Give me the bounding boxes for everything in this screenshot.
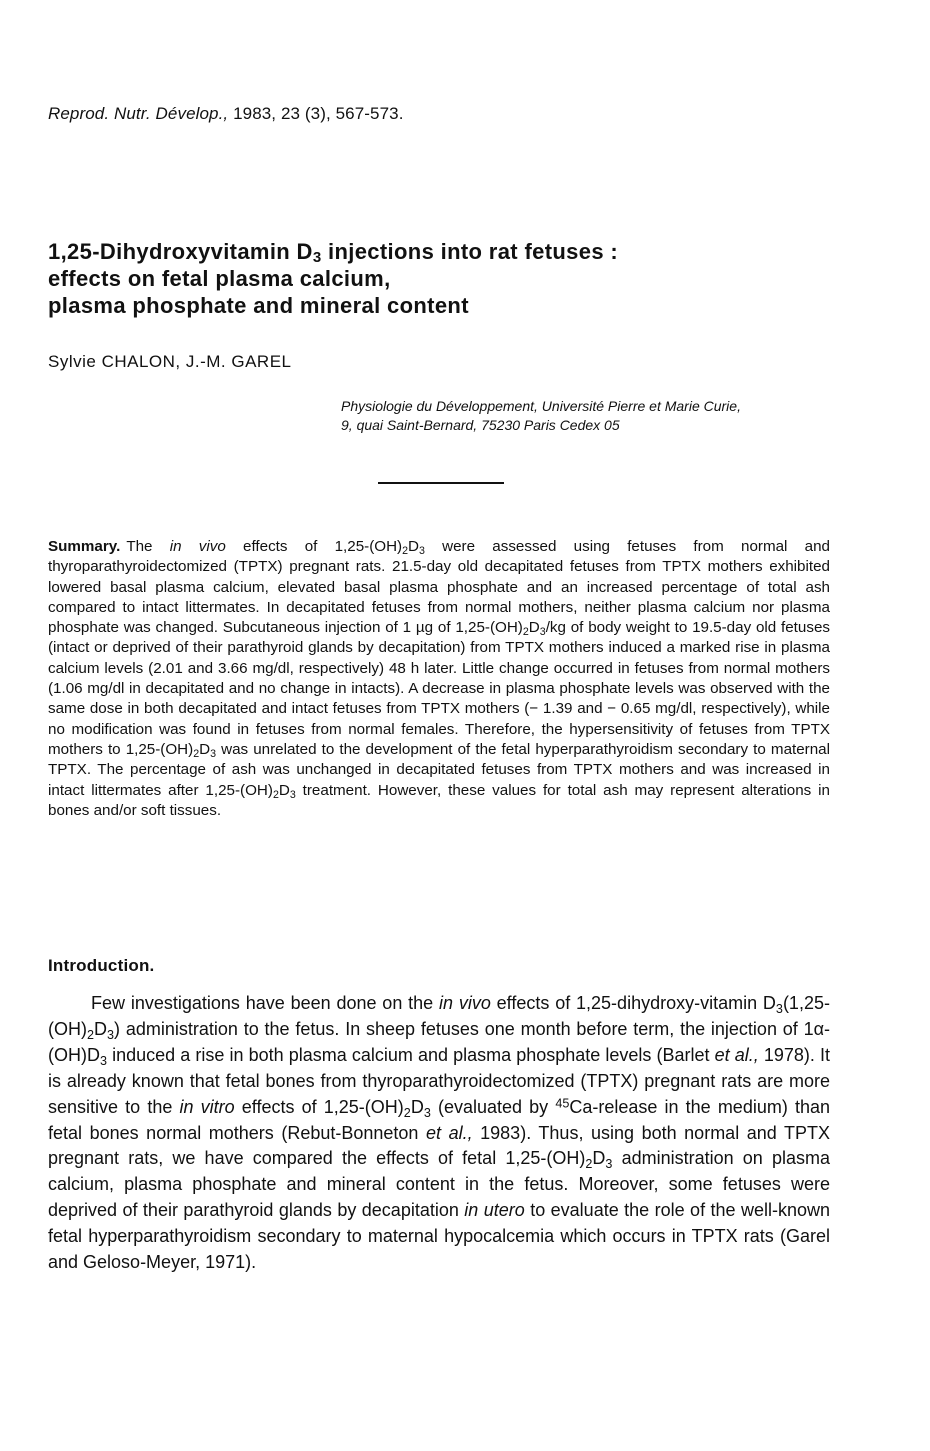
intro-subscript: 3 bbox=[100, 1053, 108, 1068]
summary-text: were assessed using fetuses from normal and thyroparathyroidectomized (TPTX) pregnant rats. 21.5-day old decapitated fetuses from TPTX mothers exhibited lowered basal plasma calcium, elevated basal plasma phosphate and an increased percentage of total ash compared to intact littermates. In decapitated fetuses from normal mothers, neither plasma calcium nor plasma phosphate was changed. Subcutaneous injection of 1 µg of 1,25-(OH) bbox=[48, 538, 830, 637]
intro-italic: et al., bbox=[426, 1122, 473, 1143]
title-line-1 bbox=[48, 238, 828, 265]
summary-subscript: 3 bbox=[539, 626, 546, 639]
summary-text: /kg of body weight to 19.5-day old fetuses (intact or deprived of their parathyroid glands by decapitation) from TPTX mothers induced a marked rise in plasma calcium levels (2.01 and 3.66 mg/dl, respectively) 48 h later. Little change occurred in fetuses from normal mothers (1.06 mg/dl in decapitated and no change in intacts). A decrease in plasma phosphate levels was observed with the same dose in both decapitated and intact fetuses from TPTX mothers (− 1.39 and − 0.65 mg/dl, respectively), while no modification was found in fetuses from normal females. Therefore, the hypersensitivity of fetuses from TPTX mothers to 1,25-(OH) bbox=[48, 619, 830, 758]
intro-text: to evaluate the role of the well-known fetal hyperparathyroidism secondary to maternal hypocalcemia which occurs in TPTX rats (Garel and Geloso-Meyer, 1971). bbox=[48, 1200, 830, 1273]
title-text: injections into rat fetuses : bbox=[321, 239, 619, 264]
intro-subscript: 2 bbox=[87, 1027, 95, 1042]
intro-text: Ca-release in the medium) than fetal bones normal mothers (Rebut-Bonneton bbox=[48, 1096, 831, 1143]
summary-text: was unrelated to the development of the fetal hyperparathyroidism secondary to maternal TPTX. The percentage of ash was unchanged in decapitated fetuses from TPTX mothers and was increased in intact littermates after 1,25-(OH) bbox=[48, 740, 831, 799]
summary-subscript: 2 bbox=[522, 626, 529, 639]
intro-italic: in vitro bbox=[179, 1096, 235, 1117]
affiliation-line-1: Physiologie du Développement, Université Pierre et Marie Curie, bbox=[341, 398, 741, 414]
summary-subscript: 3 bbox=[419, 545, 425, 558]
title-line-2: effects on fetal plasma calcium, bbox=[48, 266, 391, 291]
summary-text: D bbox=[528, 619, 540, 637]
intro-text: Few investigations have been done on the bbox=[91, 993, 439, 1013]
intro-text: D bbox=[410, 1096, 424, 1117]
summary-text: D bbox=[408, 538, 419, 555]
intro-subscript: 3 bbox=[605, 1157, 613, 1172]
title-line-3: plasma phosphate and mineral content bbox=[48, 293, 469, 318]
summary-paragraph bbox=[48, 537, 830, 821]
summary-text: D bbox=[199, 740, 211, 758]
summary-subscript: 3 bbox=[289, 788, 296, 801]
intro-subscript: 3 bbox=[775, 1001, 783, 1016]
summary-subscript: 3 bbox=[210, 748, 217, 761]
summary-subscript: 2 bbox=[402, 545, 409, 558]
intro-italic: in vivo bbox=[439, 993, 491, 1013]
summary-text: treatment. However, these values for total ash may represent alterations in bones and/or soft tissues. bbox=[48, 781, 830, 819]
article-title bbox=[48, 238, 828, 319]
authors: Sylvie CHALON, J.-M. GAREL bbox=[48, 352, 292, 371]
intro-text: effects of 1,25-(OH) bbox=[234, 1096, 404, 1117]
intro-italic: in utero bbox=[464, 1200, 525, 1221]
summary-subscript: 2 bbox=[193, 748, 200, 761]
intro-subscript: 2 bbox=[403, 1105, 411, 1120]
summary-subscript: 2 bbox=[272, 788, 279, 801]
journal-reference bbox=[48, 104, 404, 124]
intro-superscript: 45 bbox=[555, 1095, 570, 1110]
summary-italic: in vivo bbox=[169, 538, 226, 555]
summary-text: effects of 1,25-(OH) bbox=[225, 538, 403, 555]
title-text: 1,25-Dihydroxyvitamin D bbox=[48, 239, 313, 264]
intro-text: ) administration to the fetus. In sheep fetuses one month before term, the injection of 1α-(OH)D bbox=[48, 1018, 830, 1065]
title-subscript: 3 bbox=[312, 249, 322, 266]
introduction-paragraph bbox=[48, 991, 830, 1276]
intro-text: induced a rise in both plasma calcium and plasma phosphate levels (Barlet bbox=[107, 1044, 715, 1065]
journal-citation: 1983, 23 (3), 567-573. bbox=[228, 104, 404, 123]
intro-text: administration on plasma calcium, plasma phosphate and mineral content in the fetus. Moreover, some fetuses were deprived of their parathyroid glands by decapitation bbox=[48, 1148, 830, 1221]
intro-text: D bbox=[94, 1018, 108, 1039]
affiliation bbox=[341, 397, 861, 435]
intro-italic: et al., bbox=[714, 1044, 759, 1065]
intro-text: 1983). Thus, using both normal and TPTX pregnant rats, we have compared the effects of fetal 1,25-(OH) bbox=[48, 1122, 831, 1169]
intro-text: (evaluated by bbox=[430, 1096, 556, 1117]
summary-text: The bbox=[126, 538, 170, 555]
intro-text: (1,25-(OH) bbox=[48, 993, 830, 1039]
separator-rule bbox=[378, 482, 504, 484]
intro-text: 1978). It is already known that fetal bones from thyroparathyroidectomized (TPTX) pregnant rats are more sensitive to the bbox=[48, 1044, 830, 1117]
intro-subscript: 3 bbox=[423, 1105, 431, 1120]
intro-text: D bbox=[592, 1148, 606, 1169]
summary-label: Summary. bbox=[48, 538, 121, 555]
summary-text: D bbox=[278, 781, 290, 799]
affiliation-line-2: 9, quai Saint-Bernard, 75230 Paris Cedex 05 bbox=[341, 417, 620, 433]
intro-text: effects of 1,25-dihydroxy-vitamin D bbox=[490, 993, 776, 1013]
intro-subscript: 2 bbox=[585, 1157, 593, 1172]
section-heading-introduction: Introduction. bbox=[48, 956, 155, 975]
journal-name: Reprod. Nutr. Dévelop., bbox=[48, 104, 229, 123]
intro-subscript: 3 bbox=[107, 1027, 115, 1042]
